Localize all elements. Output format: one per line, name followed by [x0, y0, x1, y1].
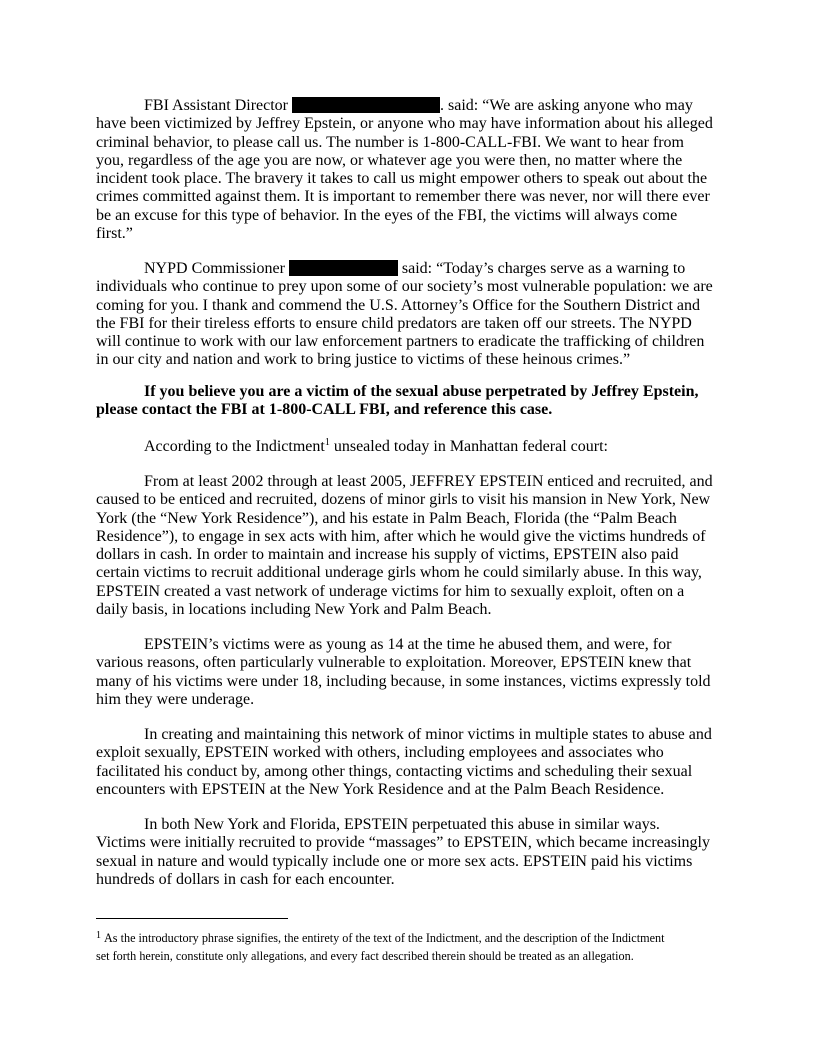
recruitment-paragraph [96, 473, 736, 619]
intro-text-end: unsealed today in Manhattan federal court: [329, 438, 608, 455]
text-line: incident took place. The bravery it takes to call us might empower others to speak out about the [96, 170, 708, 188]
victims-age-paragraph [96, 636, 736, 709]
p2-lead: NYPD Commissioner [144, 260, 285, 277]
text-line: please contact the FBI at 1-800-CALL FBI, and reference this case. [96, 401, 553, 419]
text-line: encounters with EPSTEIN at the New York Residence and at the Palm Beach Residence. [96, 780, 665, 798]
text-line: In both New York and Florida, EPSTEIN perpetuated this abuse in similar ways. [144, 816, 660, 833]
redaction-box [292, 97, 440, 113]
text-line: certain victims to recruit additional underage girls whom he could similarly abuse. In this way, [96, 564, 702, 582]
text-line: have been victimized by Jeffrey Epstein, or anyone who may have information about his alleged [96, 115, 713, 133]
text-line: If you believe you are a victim of the sexual abuse perpetrated by Jeffrey Epstein, [144, 383, 699, 400]
text-line: various reasons, often particularly vulnerable to exploitation. Moreover, EPSTEIN knew that [96, 654, 692, 672]
abuse-method-paragraph [96, 816, 736, 889]
text-line: facilitated his conduct by, among other things, contacting victims and scheduling their sexual [96, 762, 693, 780]
text-line: Residence”), to engage in sex acts with him, after which he would give the victims hundreds of [96, 527, 706, 545]
text-line: EPSTEIN created a vast network of underage victims for him to sexually exploit, often on a [96, 582, 685, 600]
text-line: York (the “New York Residence”), and his estate in Palm Beach, Florida (the “Palm Beach [96, 509, 677, 527]
victim-contact-paragraph [96, 383, 736, 420]
nypd-statement-paragraph [96, 260, 736, 370]
text-line: individuals who continue to prey upon some of our society’s most vulnerable population: we are [96, 278, 713, 296]
footnote-line: As the introductory phrase signifies, the entirety of the text of the Indictment, and the description of the Indictment [104, 931, 665, 945]
indictment-intro-paragraph [96, 438, 736, 456]
text-line: In creating and maintaining this network of minor victims in multiple states to abuse and [144, 726, 712, 743]
text-line: be an excuse for this type of behavior. In the eyes of the FBI, the victims will always come [96, 206, 678, 224]
text-line: From at least 2002 through at least 2005, JEFFREY EPSTEIN enticed and recruited, and [144, 473, 713, 490]
text-line: first.” [96, 225, 133, 243]
text-line: in our city and nation and work to bring justice to victims of these heinous crimes.” [96, 351, 631, 369]
text-line: many of his victims were under 18, including because, in some instances, victims expressly told [96, 672, 711, 690]
text-line: the FBI for their tireless efforts to ensure child predators are taken off our streets. The NYPD [96, 314, 692, 332]
text-line: coming for you. I thank and commend the U.S. Attorney’s Office for the Southern District and [96, 296, 701, 314]
redaction-box [289, 260, 398, 276]
fbi-statement-paragraph [96, 97, 736, 243]
p1-lead: FBI Assistant Director [144, 97, 288, 114]
text-line: dollars in cash. In order to maintain and increase his supply of victims, EPSTEIN also paid [96, 546, 679, 564]
text-line: caused to be enticed and recruited, dozens of minor girls to visit his mansion in New York, New [96, 491, 711, 509]
intro-text: According to the Indictment [144, 438, 325, 455]
text-line: sexual in nature and would typically include one or more sex acts. EPSTEIN paid his victims [96, 852, 693, 870]
footnote-separator [96, 918, 288, 919]
network-paragraph [96, 726, 736, 799]
text-line: will continue to work with our law enforcement partners to eradicate the trafficking of children [96, 333, 705, 351]
text-line: daily basis, in locations including New York and Palm Beach. [96, 601, 492, 619]
footnote-marker: 1 [96, 930, 101, 941]
text-line: criminal behavior, to please call us. The number is 1-800-CALL-FBI. We want to hear from [96, 133, 684, 151]
p2-after: said: “Today’s charges serve as a warning to [397, 260, 686, 277]
footnote [96, 929, 664, 965]
text-line: Victims were initially recruited to provide “massages” to EPSTEIN, which became increasingly [96, 834, 710, 852]
text-line: crimes committed against them. It is important to remember there was never, nor will there ever [96, 188, 710, 206]
text-line: EPSTEIN’s victims were as young as 14 at the time he abused them, and were, for [144, 636, 672, 653]
text-line: you, regardless of the age you are now, or whatever age you were then, no matter where the [96, 151, 683, 169]
text-line: exploit sexually, EPSTEIN worked with others, including employees and associates who [96, 744, 664, 762]
footnote-ref: 1 [324, 437, 330, 448]
text-line: him they were underage. [96, 690, 255, 708]
p1-after: . said: “We are asking anyone who may [440, 97, 693, 114]
text-line: hundreds of dollars in cash for each encounter. [96, 870, 395, 888]
footnote-line: set forth herein, constitute only allegations, and every fact described therein should be treated as an allegation. [96, 949, 634, 963]
